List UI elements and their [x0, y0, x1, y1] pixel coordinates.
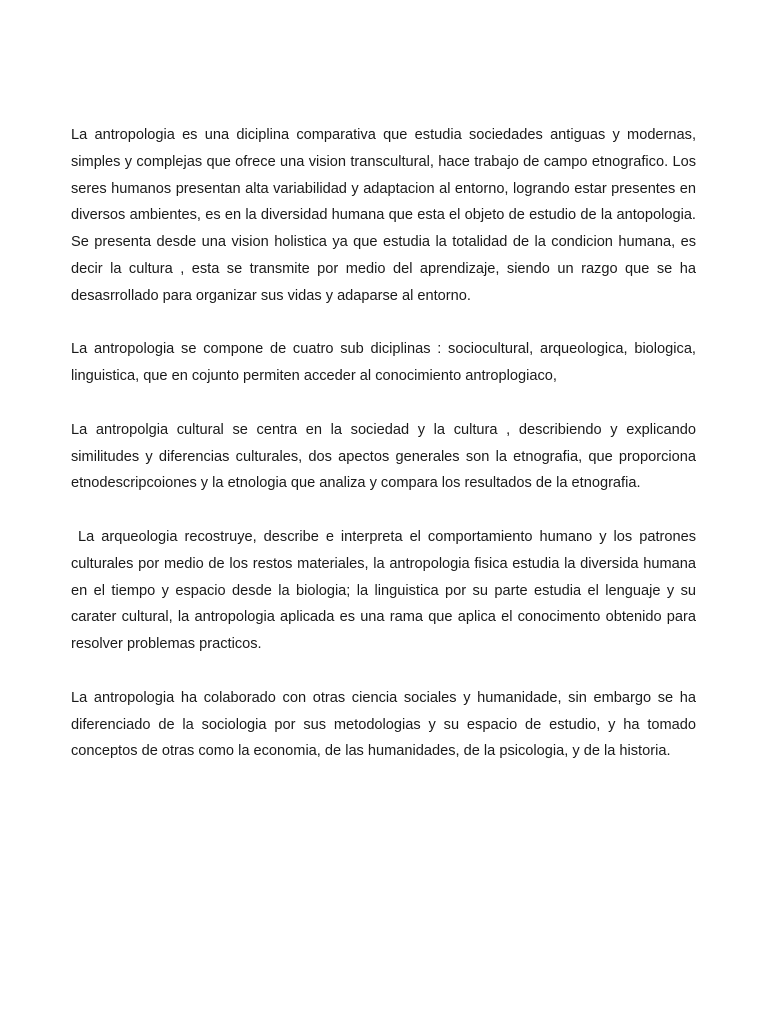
paragraph-3: La antropolgia cultural se centra en la sociedad y la cultura , describiendo y explicando similitudes y diferencias culturales, dos apectos generales son la etnografia, que proporciona etnodescripcoiones y la etnologia que analiza y compara los resultados de la etnografia. — [71, 421, 701, 492]
paragraph-4: La arqueologia recostruye, describe e interpreta el comportamiento humano y los patrones culturales por medio de los restos materiales, la antropologia fisica estudia la diversida humana en el tiempo y espacio desde la biologia; la linguistica por su parte estudia el lenguaje y su carater cultural, la antropologia aplicada es una rama que aplica el conocimento obtenido para resolver problemas practicos. — [71, 528, 701, 653]
paragraph-5: La antropologia ha colaborado con otras ciencia sociales y humanidade, sin embargo se ha diferenciado de la sociologia por sus metodologias y su espacio de estudio, y ha tomado conceptos de otras como la economia, de las humanidades, de la psicologia, y de la historia. — [71, 689, 701, 760]
paragraph-1: La antropologia es una diciplina comparativa que estudia sociedades antiguas y modernas, simples y complejas que ofrece una vision transcultural, hace trabajo de campo etnografico. Los seres humanos presentan alta variabilidad y adaptacion al entorno, logrando estar presentes en diversos ambientes, es en la diversidad humana que esta el objeto de estudio de la antopologia. Se presenta desde una vision holistica ya que estudia la totalidad de la condicion humana, es decir la cultura , esta se transmite por medio del aprendizaje, siendo un razgo que se ha desasrrollado para organizar sus vidas y adaparse al entorno. — [71, 127, 701, 304]
document-body — [71, 122, 701, 792]
paragraph-2: La antropologia se compone de cuatro sub diciplinas : sociocultural, arqueologica, biologica, linguistica, que en cojunto permiten acceder al conocimiento antroplogiaco, — [71, 341, 701, 385]
